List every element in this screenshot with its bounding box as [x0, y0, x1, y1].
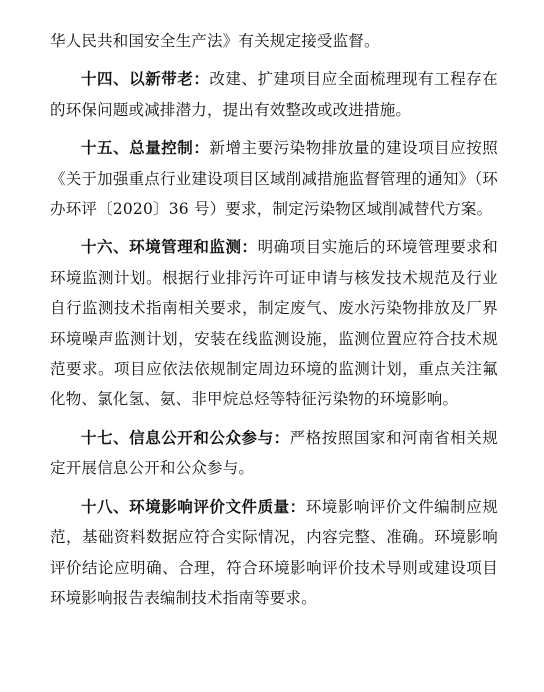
- section-heading: 十七、信息公开和公众参与：: [81, 428, 290, 447]
- document-page: [50, 26, 498, 621]
- paragraph-continuation: [50, 26, 498, 56]
- section-heading: 十四、以新带老：: [81, 70, 210, 89]
- paragraph-18-document-quality: [50, 492, 498, 614]
- paragraph-17-disclosure-participation: [50, 423, 498, 484]
- paragraph-16-management-monitoring: [50, 232, 498, 414]
- paragraph-text: 环境影响评价文件编制应规范，基础资料数据应符合实际情况，内容完整、准确。环境影响评价结论应明确、合理，符合环境影响评价技术导则或建设项目环境影响报告表编制技术指南等要求。: [50, 497, 498, 607]
- paragraph-15-total-control: [50, 133, 498, 224]
- section-heading: 十六、环境管理和监测：: [81, 238, 258, 257]
- paragraph-text: 华人民共和国安全生产法》有关规定接受监督。: [50, 32, 380, 50]
- paragraph-text: 明确项目实施后的环境管理要求和环境监测计划。根据行业排污许可证申请与核发技术规范及行业自行监测技术指南相关要求，制定废气、废水污染物排放及厂界环境噪声监测计划，安装在线监测设施，监测位置应符合技术规范要求。项目应依法依规制定周边环境的监测计划，重点关注氟化物、氯化氢、氨、非甲烷总烃等特征污染物的环境影响。: [50, 238, 498, 409]
- paragraph-text: 改建、扩建项目应全面梳理现有工程存在的环保问题或减排潜力，提出有效整改或改进措施。: [50, 70, 498, 119]
- paragraph-text: 严格按照国家和河南省相关规定开展信息公开和公众参与。: [50, 428, 498, 478]
- paragraph-text: 新增主要污染物排放量的建设项目应按照《关于加强重点行业建设项目区域削减措施监督管理的通知》（环办环评〔2020〕36 号）要求，制定污染物区域削减替代方案。: [50, 139, 498, 219]
- section-heading: 十五、总量控制：: [81, 139, 210, 158]
- section-heading: 十八、环境影响评价文件质量：: [81, 497, 306, 516]
- paragraph-14-new-with-old: [50, 64, 498, 125]
